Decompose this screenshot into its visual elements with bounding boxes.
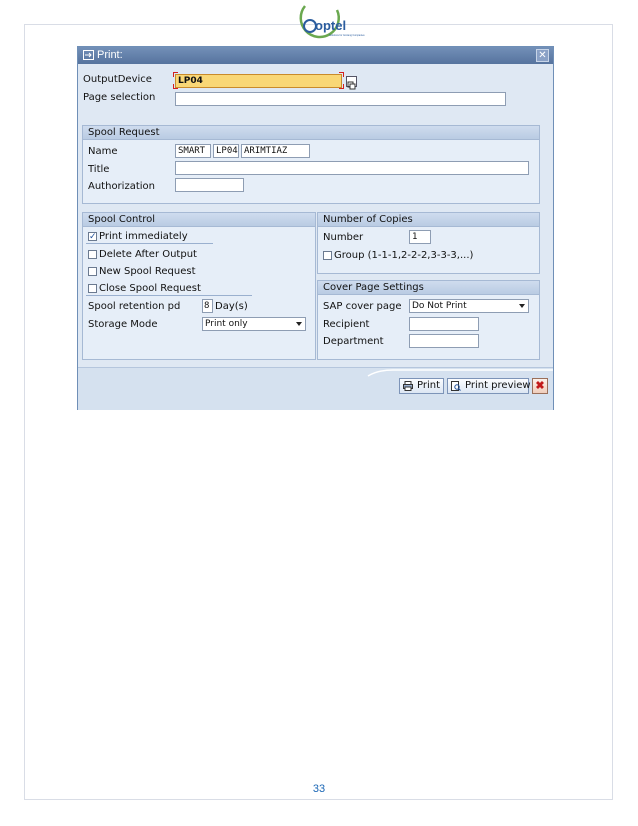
page-selection-label: Page selection bbox=[83, 92, 156, 103]
value-help-icon[interactable] bbox=[346, 76, 357, 87]
dialog-title: Print: bbox=[97, 49, 123, 61]
delete-after-output-checkbox[interactable] bbox=[88, 250, 97, 259]
close-icon[interactable]: ✕ bbox=[536, 49, 549, 62]
focus-underline bbox=[86, 243, 213, 244]
cover-page-settings-header: Cover Page Settings bbox=[318, 281, 539, 295]
spool-control-header: Spool Control bbox=[83, 213, 315, 227]
sap-cover-page-label: SAP cover page bbox=[323, 301, 402, 312]
print-immediately-label: Print immediately bbox=[99, 231, 188, 242]
optel-logo bbox=[293, 0, 365, 46]
output-device-field[interactable]: LP04 bbox=[175, 74, 342, 88]
spool-request-header: Spool Request bbox=[83, 126, 539, 140]
sap-cover-page-value: Do Not Print bbox=[412, 301, 467, 311]
group-checkbox[interactable] bbox=[323, 251, 332, 260]
print-preview-button-label: Print preview bbox=[465, 380, 531, 391]
name-field-1[interactable]: SMART bbox=[175, 144, 211, 158]
storage-mode-select[interactable] bbox=[202, 317, 306, 331]
department-label: Department bbox=[323, 336, 384, 347]
recipient-label: Recipient bbox=[323, 319, 370, 330]
authorization-field[interactable] bbox=[175, 178, 244, 192]
printer-icon bbox=[403, 381, 413, 391]
department-field[interactable] bbox=[409, 334, 479, 348]
page-number: 33 bbox=[312, 783, 326, 795]
logo-brand-text: optel bbox=[315, 18, 347, 33]
print-dialog-icon bbox=[83, 50, 94, 60]
sap-cover-page-select[interactable] bbox=[409, 299, 529, 313]
print-immediately-checkbox[interactable]: ✓ bbox=[89, 231, 97, 241]
storage-mode-value: Print only bbox=[205, 319, 248, 329]
recipient-field[interactable] bbox=[409, 317, 479, 331]
focus-corner-tl bbox=[173, 72, 178, 77]
new-spool-request-label: New Spool Request bbox=[99, 266, 196, 277]
focus-corner-br bbox=[339, 84, 344, 89]
print-button[interactable] bbox=[399, 378, 444, 394]
print-dialog bbox=[77, 46, 554, 410]
new-spool-request-checkbox[interactable] bbox=[88, 267, 97, 276]
name-field-3[interactable]: ARIMTIAZ bbox=[241, 144, 310, 158]
spool-retention-field[interactable]: 8 bbox=[202, 299, 213, 313]
name-label: Name bbox=[88, 146, 118, 157]
print-button-label: Print bbox=[417, 380, 441, 391]
number-label: Number bbox=[323, 232, 364, 243]
close-spool-request-label: Close Spool Request bbox=[99, 283, 201, 294]
group-label: Group (1-1-1,2-2-2,3-3-3,...) bbox=[334, 250, 474, 261]
number-field[interactable]: 1 bbox=[409, 230, 431, 244]
focus-corner-bl bbox=[173, 84, 178, 89]
print-preview-icon bbox=[451, 381, 461, 391]
cancel-button[interactable]: ✖ bbox=[532, 378, 548, 394]
section-divider bbox=[86, 295, 252, 296]
spool-retention-unit: Day(s) bbox=[215, 301, 248, 312]
close-spool-request-checkbox[interactable] bbox=[88, 284, 97, 293]
logo-tagline: Solutions for Growing Companies bbox=[329, 34, 365, 37]
name-field-2[interactable]: LP04 bbox=[213, 144, 239, 158]
title-field[interactable] bbox=[175, 161, 529, 175]
output-device-label: OutputDevice bbox=[83, 74, 152, 85]
spool-retention-label: Spool retention pd bbox=[88, 301, 181, 312]
title-label: Title bbox=[88, 164, 110, 175]
page-selection-field[interactable] bbox=[175, 92, 506, 106]
storage-mode-label: Storage Mode bbox=[88, 319, 158, 330]
chevron-down-icon bbox=[296, 322, 302, 326]
authorization-label: Authorization bbox=[88, 181, 155, 192]
delete-after-output-label: Delete After Output bbox=[99, 249, 197, 260]
number-of-copies-header: Number of Copies bbox=[318, 213, 539, 227]
print-preview-button[interactable] bbox=[447, 378, 529, 394]
chevron-down-icon bbox=[519, 304, 525, 308]
dialog-titlebar bbox=[78, 47, 553, 64]
focus-corner-tr bbox=[339, 72, 344, 77]
